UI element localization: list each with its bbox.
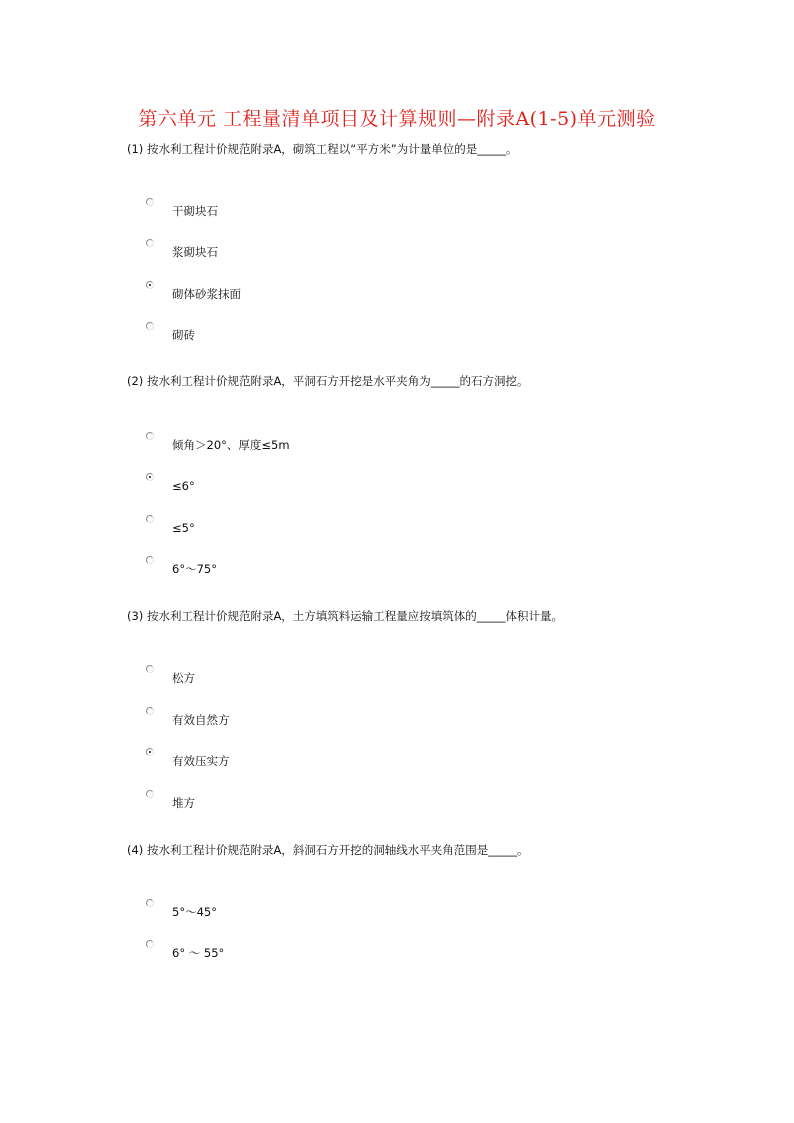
option-label: 松方 <box>172 671 195 685</box>
question-1-text: (1) 按水利工程计价规范附录A，砌筑工程以“平方米”为计量单位的是_____。 <box>127 142 518 156</box>
option-label: 干砌块石 <box>172 204 218 218</box>
option-label: 有效自然方 <box>172 713 230 727</box>
option-label: 6° ～ 55° <box>172 946 225 960</box>
option-label: 5°～45° <box>172 905 217 919</box>
option-label: 堆方 <box>172 796 195 810</box>
radio-button[interactable] <box>146 940 154 948</box>
question-4-text: (4) 按水利工程计价规范附录A，斜洞石方开挖的洞轴线水平夹角范围是_____。 <box>127 843 529 857</box>
option-label: 浆砌块石 <box>172 245 218 259</box>
option-label: 有效压实方 <box>172 754 230 768</box>
option-label: 砌砖 <box>172 328 195 342</box>
option-label: 砌体砂浆抹面 <box>172 287 241 301</box>
question-3-text: (3) 按水利工程计价规范附录A，土方填筑料运输工程量应按填筑体的_____体积计量。 <box>127 609 564 623</box>
option-label: ≤6° <box>172 479 195 493</box>
question-2-text: (2) 按水利工程计价规范附录A，平洞石方开挖是水平夹角为_____的石方洞挖。 <box>127 374 529 388</box>
radio-button[interactable] <box>146 473 154 481</box>
radio-button[interactable] <box>146 432 154 440</box>
page-title: 第六单元 工程量清单项目及计算规则—附录A(1-5)单元测验 <box>138 108 656 130</box>
option-label: 6°～75° <box>172 562 217 576</box>
radio-button[interactable] <box>146 322 154 330</box>
radio-button[interactable] <box>146 556 154 564</box>
radio-button[interactable] <box>146 515 154 523</box>
option-label: 倾角＞20°、厚度≤5m <box>172 438 290 452</box>
radio-button[interactable] <box>146 198 154 206</box>
radio-button[interactable] <box>146 899 154 907</box>
radio-button[interactable] <box>146 748 154 756</box>
option-label: ≤5° <box>172 521 195 535</box>
radio-button[interactable] <box>146 281 154 289</box>
radio-button[interactable] <box>146 239 154 247</box>
radio-button[interactable] <box>146 790 154 798</box>
radio-button[interactable] <box>146 665 154 673</box>
radio-button[interactable] <box>146 707 154 715</box>
